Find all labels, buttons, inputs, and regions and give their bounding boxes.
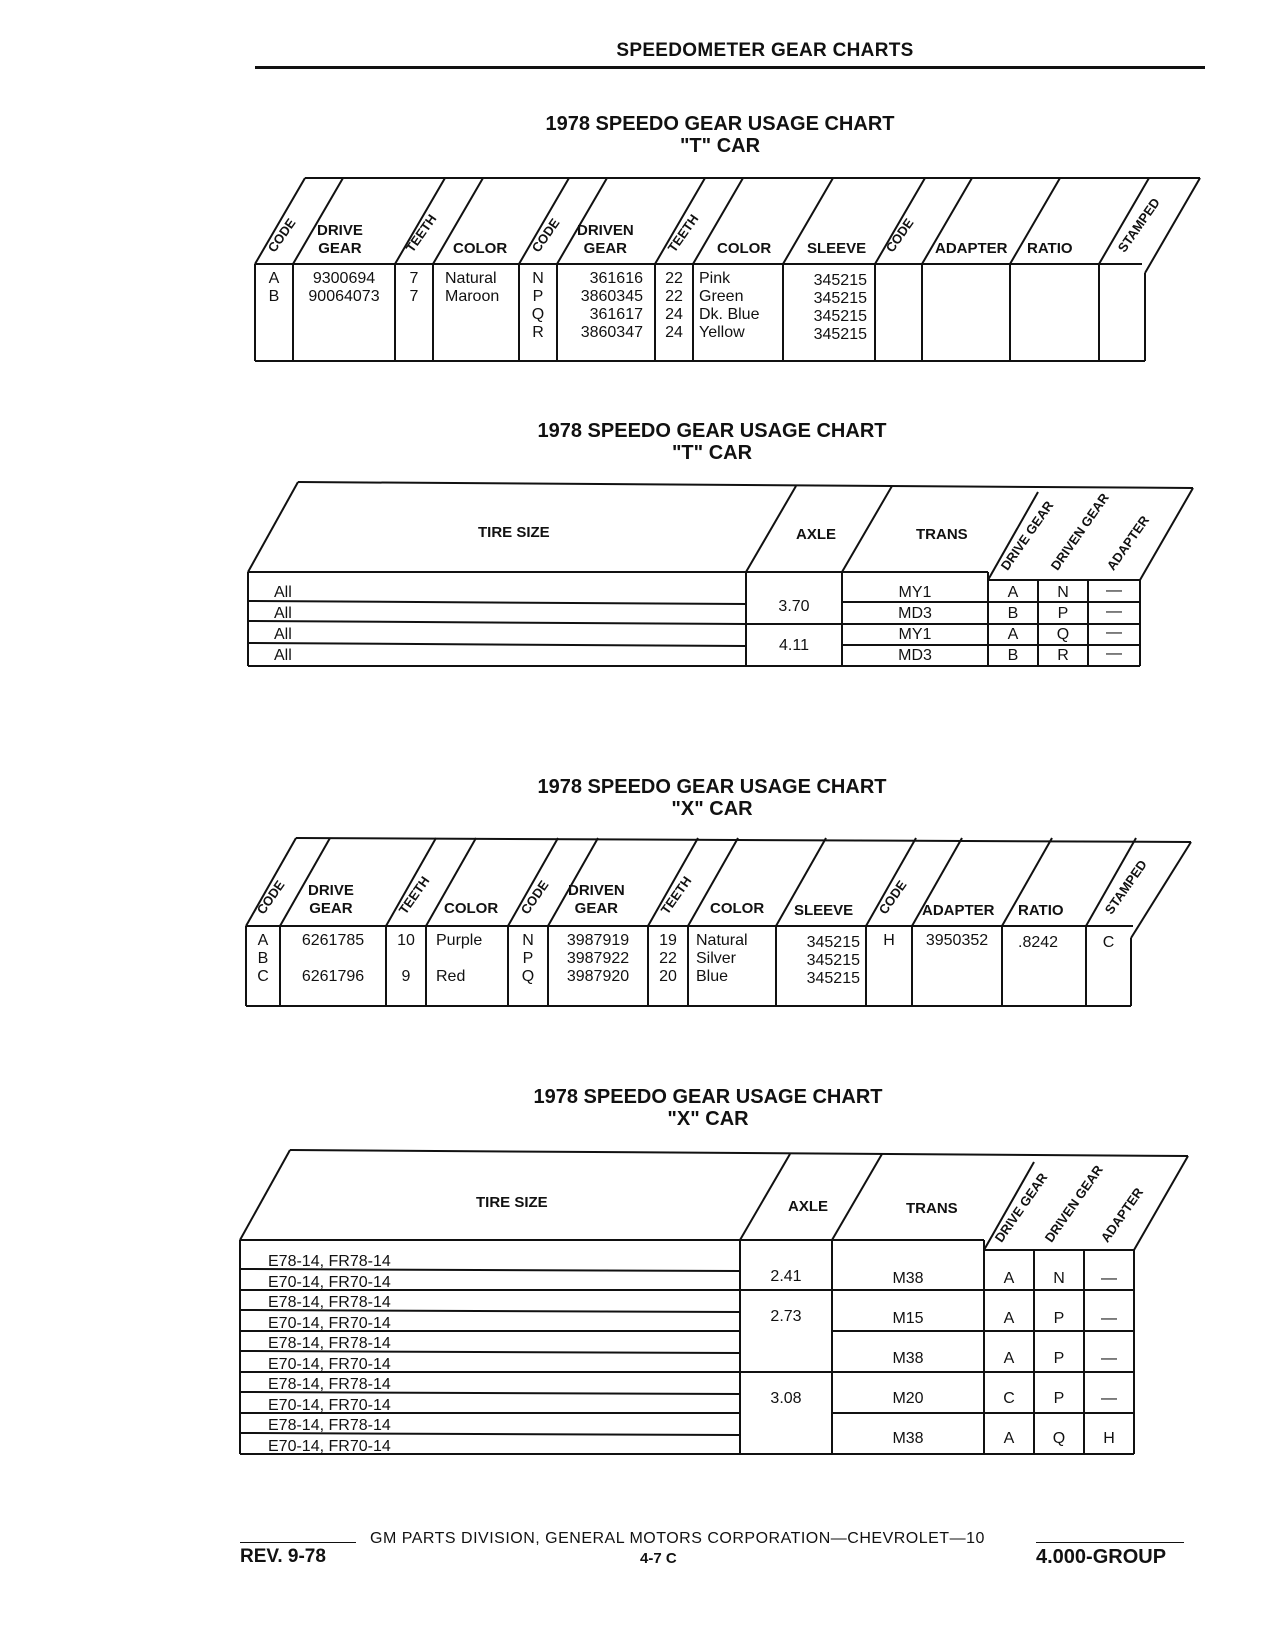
t-tire-row1: All	[274, 584, 292, 601]
x-tire-row9: E78-14, FR78-14	[268, 1417, 391, 1434]
t-gear-hdr-code2: CODE	[528, 215, 563, 255]
footer-rule-left	[240, 1542, 356, 1543]
x-gear-hdr-color1: COLOR	[444, 900, 499, 917]
x-tire-axle2: 2.73	[770, 1308, 802, 1325]
t-tire-hdr-trans: TRANS	[916, 526, 968, 543]
x-gear-hdr-teeth1: TEETH	[395, 873, 433, 917]
t-gear-drive-colors: Natural Maroon	[445, 270, 500, 305]
x-gear-stamped: C	[1102, 934, 1115, 951]
x-tire-driven4: P	[1053, 1390, 1065, 1407]
x-tire-axle1: 2.41	[770, 1268, 802, 1285]
t-tire-adapter4: —	[1106, 645, 1122, 662]
t-gear-hdr-teeth1: TEETH	[402, 211, 440, 255]
x-gear-code3: H	[883, 932, 895, 949]
x-gear-hdr-code1: CODE	[253, 877, 288, 917]
t-gear-hdr-color2: COLOR	[717, 240, 772, 257]
x-gear-table-lines	[246, 838, 1196, 1018]
x-tire-driven5: Q	[1052, 1430, 1066, 1447]
footer-publisher: GM PARTS DIVISION, GENERAL MOTORS CORPORATION—CHEVROLET—10	[370, 1530, 985, 1547]
t-gear-hdr-drive-gear: DRIVE GEAR	[317, 222, 363, 257]
x-gear-sleeves: 345215 345215 345215	[806, 934, 860, 987]
x-tire-adapter1: —	[1101, 1270, 1117, 1287]
x-gear-table	[246, 838, 1196, 1018]
x-gear-drive-color2: Red	[436, 968, 466, 985]
x-tire-hdr-adapter: ADAPTER	[1097, 1184, 1147, 1245]
t-tire-trans1: MY1	[898, 584, 932, 601]
x-tire-row2: E70-14, FR70-14	[268, 1274, 391, 1291]
x-gear-drive-gear1: 6261785	[301, 932, 365, 949]
x-gear-driven-colors: Natural Silver Blue	[696, 932, 748, 985]
x-gear-drive-teeth2: 9	[401, 968, 411, 985]
t-tire-title-line1: 1978 SPEEDO GEAR USAGE CHART	[537, 420, 887, 442]
x-tire-row8: E70-14, FR70-14	[268, 1397, 391, 1414]
x-tire-title	[408, 1086, 1008, 1130]
t-gear-driven-colors: Pink Green Dk. Blue Yellow	[699, 270, 760, 341]
t-tire-drive3: A	[1007, 626, 1019, 643]
x-tire-trans3: M38	[892, 1350, 924, 1367]
x-tire-trans5: M38	[892, 1430, 924, 1447]
x-tire-row3: E78-14, FR78-14	[268, 1294, 391, 1311]
t-tire-trans4: MD3	[898, 647, 932, 664]
x-tire-drive1: A	[1003, 1270, 1015, 1287]
t-tire-row4: All	[274, 647, 292, 664]
t-gear-driven-codes: N P Q R	[531, 270, 545, 341]
x-gear-title-line1: 1978 SPEEDO GEAR USAGE CHART	[537, 776, 887, 798]
t-tire-drive4: B	[1007, 647, 1019, 664]
t-gear-table	[255, 178, 1205, 368]
x-gear-hdr-stamped: STAMPED	[1101, 857, 1150, 917]
t-gear-hdr-stamped: STAMPED	[1114, 195, 1163, 255]
t-tire-trans2: MD3	[898, 605, 932, 622]
x-tire-row10: E70-14, FR70-14	[268, 1438, 391, 1455]
x-tire-drive5: A	[1003, 1430, 1015, 1447]
page-header-title: SPEEDOMETER GEAR CHARTS	[616, 40, 914, 61]
t-tire-driven1: N	[1057, 584, 1069, 601]
x-tire-hdr-driven: DRIVEN GEAR	[1041, 1162, 1106, 1245]
x-gear-drive-color1: Purple	[436, 932, 483, 949]
x-gear-adapter: 3950352	[925, 932, 989, 949]
x-tire-trans4: M20	[892, 1390, 924, 1407]
x-gear-driven-gears: 3987919 3987922 3987920	[566, 932, 630, 985]
x-tire-adapter2: —	[1101, 1310, 1117, 1327]
t-tire-hdr-adapter: ADAPTER	[1103, 512, 1153, 573]
t-tire-axle2: 4.11	[779, 637, 809, 654]
t-gear-title-line1: 1978 SPEEDO GEAR USAGE CHART	[545, 113, 895, 135]
t-tire-hdr-tire: TIRE SIZE	[478, 524, 550, 541]
x-gear-ratio: .8242	[1018, 934, 1059, 951]
x-tire-row7: E78-14, FR78-14	[268, 1376, 391, 1393]
x-gear-title	[412, 776, 1012, 820]
x-tire-hdr-trans: TRANS	[906, 1200, 958, 1217]
x-tire-driven2: P	[1053, 1310, 1065, 1327]
x-tire-hdr-drive: DRIVE GEAR	[991, 1170, 1051, 1245]
x-tire-drive3: A	[1003, 1350, 1015, 1367]
x-gear-hdr-ratio: RATIO	[1018, 902, 1064, 919]
x-tire-trans1: M38	[892, 1270, 924, 1287]
header-rule	[255, 66, 1205, 69]
footer-rev: REV. 9-78	[240, 1546, 326, 1567]
t-gear-drive-codes: A B	[268, 270, 280, 305]
x-gear-hdr-color2: COLOR	[710, 900, 765, 917]
t-tire-driven3: Q	[1056, 626, 1070, 643]
t-tire-axle1: 3.70	[778, 598, 810, 615]
t-gear-sleeves: 345215 345215 345215 345215	[813, 272, 867, 343]
t-tire-drive2: B	[1007, 605, 1019, 622]
x-tire-driven3: P	[1053, 1350, 1065, 1367]
t-tire-drive1: A	[1007, 584, 1019, 601]
t-gear-hdr-sleeve: SLEEVE	[807, 240, 867, 257]
x-tire-trans2: M15	[892, 1310, 924, 1327]
x-gear-hdr-code2: CODE	[517, 877, 552, 917]
t-tire-row3: All	[274, 626, 292, 643]
t-tire-trans3: MY1	[898, 626, 932, 643]
x-tire-row6: E70-14, FR70-14	[268, 1356, 391, 1373]
x-tire-axle3: 3.08	[770, 1390, 802, 1407]
t-gear-drive-teeth: 7 7	[409, 270, 419, 305]
x-gear-driven-codes: N P Q	[521, 932, 535, 985]
x-tire-hdr-tire: TIRE SIZE	[476, 1194, 548, 1211]
t-gear-hdr-code1: CODE	[264, 215, 299, 255]
x-tire-adapter5: H	[1103, 1430, 1115, 1447]
t-tire-driven4: R	[1057, 647, 1069, 664]
x-gear-drive-gear2: 6261796	[301, 968, 365, 985]
x-gear-hdr-adapter: ADAPTER	[922, 902, 995, 919]
x-tire-table	[240, 1150, 1190, 1460]
t-gear-driven-gears: 361616 3860345 361617 3860347	[580, 270, 643, 341]
t-tire-title-line2: "T" CAR	[671, 442, 753, 464]
x-gear-title-line2: "X" CAR	[671, 798, 753, 820]
t-tire-row2: All	[274, 605, 292, 622]
x-tire-drive4: C	[1003, 1390, 1015, 1407]
t-gear-title	[420, 113, 1020, 157]
x-gear-hdr-code3: CODE	[875, 877, 910, 917]
page-header	[255, 40, 1205, 69]
x-gear-hdr-drive-gear: DRIVE GEAR	[308, 882, 354, 917]
footer-group: 4.000-GROUP	[1036, 1546, 1167, 1568]
t-gear-driven-teeth: 22 22 24 24	[665, 270, 683, 341]
x-gear-driven-teeth: 19 22 20	[659, 932, 677, 985]
x-tire-adapter4: —	[1101, 1390, 1117, 1407]
x-tire-row5: E78-14, FR78-14	[268, 1335, 391, 1352]
t-tire-hdr-driven: DRIVEN GEAR	[1047, 490, 1112, 573]
x-tire-hdr-axle: AXLE	[788, 1198, 829, 1215]
footer-page-number: 4-7 C	[640, 1550, 677, 1567]
t-gear-hdr-code3: CODE	[882, 215, 917, 255]
x-tire-row4: E70-14, FR70-14	[268, 1315, 391, 1332]
x-gear-hdr-sleeve: SLEEVE	[794, 902, 854, 919]
t-gear-hdr-teeth2: TEETH	[664, 211, 702, 255]
t-tire-title	[412, 420, 1012, 464]
t-gear-hdr-adapter: ADAPTER	[935, 240, 1008, 257]
t-gear-hdr-ratio: RATIO	[1027, 240, 1073, 257]
x-tire-title-line1: 1978 SPEEDO GEAR USAGE CHART	[533, 1086, 883, 1108]
x-gear-drive-teeth1: 10	[397, 932, 415, 949]
x-tire-row1: E78-14, FR78-14	[268, 1253, 391, 1270]
t-tire-table	[248, 482, 1198, 672]
x-gear-hdr-driven-gear: DRIVEN GEAR	[568, 882, 625, 917]
t-tire-driven2: P	[1057, 605, 1069, 622]
t-gear-drive-gears: 9300694 90064073	[308, 270, 380, 305]
x-tire-title-line2: "X" CAR	[667, 1108, 749, 1130]
x-gear-hdr-teeth2: TEETH	[657, 873, 695, 917]
x-tire-adapter3: —	[1101, 1350, 1117, 1367]
t-gear-hdr-driven-gear: DRIVEN GEAR	[577, 222, 634, 257]
x-tire-driven1: N	[1053, 1270, 1065, 1287]
t-tire-adapter3: —	[1106, 624, 1122, 641]
t-tire-adapter2: —	[1106, 603, 1122, 620]
x-tire-drive2: A	[1003, 1310, 1015, 1327]
t-gear-hdr-color1: COLOR	[453, 240, 508, 257]
footer-rule-right	[1036, 1542, 1184, 1543]
x-gear-drive-codes: A B C	[257, 932, 269, 985]
t-tire-hdr-axle: AXLE	[796, 526, 837, 543]
t-tire-adapter1: —	[1106, 582, 1122, 599]
t-tire-hdr-drive: DRIVE GEAR	[997, 498, 1057, 573]
t-gear-title-line2: "T" CAR	[679, 135, 761, 157]
